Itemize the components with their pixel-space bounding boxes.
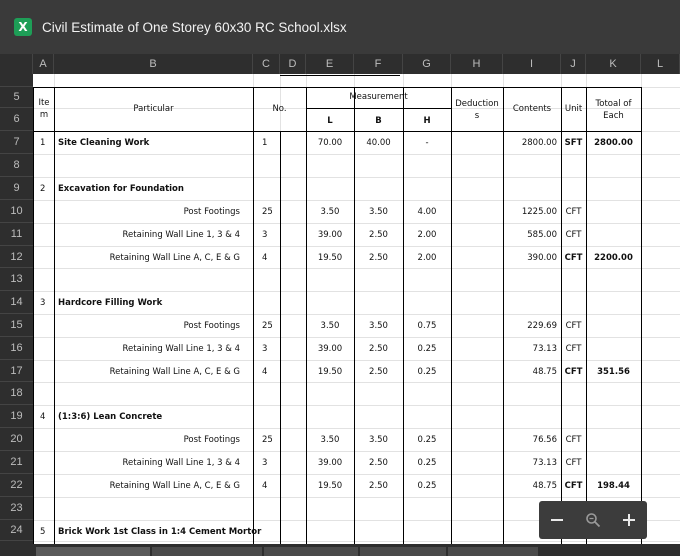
- cell-contents: 73.13: [532, 344, 557, 354]
- cell-h: 0.25: [417, 435, 437, 445]
- header-item: Ite m: [38, 98, 50, 120]
- row-header-19[interactable]: 19: [0, 405, 33, 428]
- particular-sub: Post Footings: [183, 321, 240, 331]
- particular-sub: Retaining Wall Line A, C, E & G: [109, 253, 240, 263]
- particular-sub: Post Footings: [183, 435, 240, 445]
- particular-title: (1:3:6) Lean Concrete: [58, 412, 163, 422]
- row-header-13[interactable]: 13: [0, 268, 33, 291]
- grid-line: [641, 87, 642, 544]
- cell-no: 3: [262, 458, 268, 468]
- cell-no: 4: [262, 367, 268, 377]
- grid-line: [306, 87, 307, 544]
- cell-total: 2800.00: [594, 138, 633, 148]
- cell-b: 2.50: [369, 367, 388, 377]
- cell-l: 39.00: [317, 458, 343, 468]
- grid-line: [54, 87, 55, 544]
- grid-line: [33, 223, 680, 224]
- grid-line: [561, 87, 562, 544]
- cell-b: 3.50: [369, 435, 388, 445]
- cell-total: 351.56: [597, 367, 630, 377]
- cell-l: 19.50: [317, 481, 343, 491]
- cell-unit: CFT: [564, 367, 583, 377]
- cell-unit: CFT: [565, 458, 582, 468]
- grid-line: [354, 87, 355, 544]
- cell-h: 0.25: [417, 458, 437, 468]
- excel-icon: X: [14, 18, 32, 36]
- cell-contents: 73.13: [532, 458, 557, 468]
- cell-h: 4.00: [417, 207, 437, 217]
- zoom-magnifier-icon[interactable]: [580, 507, 606, 533]
- cell-unit: CFT: [565, 207, 582, 217]
- sheet-tab[interactable]: [264, 547, 358, 556]
- cell-contents: 48.75: [532, 481, 557, 491]
- particular-title: Hardcore Filling Work: [58, 298, 163, 308]
- grid-line: [33, 291, 680, 292]
- cell-contents: 76.56: [532, 435, 557, 445]
- grid-line: [33, 246, 680, 247]
- cell-l: 3.50: [320, 321, 340, 331]
- window-title: Civil Estimate of One Storey 60x30 RC School.xlsx: [42, 19, 347, 35]
- cell-no: 1: [262, 138, 268, 148]
- row-header-8[interactable]: 8: [0, 154, 33, 177]
- column-header-c[interactable]: C: [253, 54, 280, 74]
- grid-line: [33, 200, 680, 201]
- column-header-j[interactable]: J: [561, 54, 586, 74]
- header-measurement: Measurement: [349, 92, 408, 102]
- cell-contents: 1225.00: [521, 207, 557, 217]
- row-header-20[interactable]: 20: [0, 428, 33, 451]
- header-b: B: [375, 116, 382, 126]
- grid-line: [586, 87, 587, 544]
- grid-line: [33, 382, 680, 383]
- particular-sub: Retaining Wall Line 1, 3 & 4: [122, 458, 240, 468]
- cell-contents: 229.69: [527, 321, 557, 331]
- grid-line: [280, 131, 281, 544]
- header-l: L: [327, 116, 333, 126]
- header-deductions: Deduction s: [455, 99, 499, 121]
- cell-unit: CFT: [565, 321, 582, 331]
- particular-title: Brick Work 1st Class in 1:4 Cement Mortor: [58, 527, 262, 537]
- cell-no: 25: [262, 435, 273, 445]
- column-header-h[interactable]: H: [451, 54, 503, 74]
- zoom-in-icon[interactable]: [616, 507, 642, 533]
- grid-line: [33, 154, 680, 155]
- cell-h: 0.25: [417, 344, 437, 354]
- grid-line: [306, 108, 451, 109]
- column-header-k[interactable]: K: [586, 54, 641, 74]
- row-header-23[interactable]: 23: [0, 497, 33, 520]
- header-no: No.: [272, 104, 287, 114]
- header-unit: Unit: [564, 104, 583, 114]
- cell-l: 19.50: [317, 367, 343, 377]
- grid-line: [33, 131, 641, 132]
- particular-sub: Retaining Wall Line A, C, E & G: [109, 481, 240, 491]
- row-header-21[interactable]: 21: [0, 451, 33, 474]
- grid-line: [33, 337, 680, 338]
- select-all-corner[interactable]: [0, 54, 33, 74]
- header-total: Totoal of Each: [595, 99, 632, 121]
- item-number: 5: [40, 527, 46, 537]
- cell-b: 40.00: [366, 138, 391, 148]
- cell-no: 4: [262, 253, 268, 263]
- cell-unit: CFT: [564, 253, 583, 263]
- row-header-partial[interactable]: [0, 74, 33, 87]
- row-header-12[interactable]: 12: [0, 246, 33, 268]
- cell-no: 25: [262, 321, 273, 331]
- column-header-b[interactable]: B: [54, 54, 253, 74]
- row-header-24[interactable]: 24: [0, 520, 33, 541]
- sheet-tab[interactable]: [36, 547, 150, 556]
- cell-unit: CFT: [564, 481, 583, 491]
- cell-contents: 390.00: [527, 253, 557, 263]
- cell-b: 2.50: [369, 481, 388, 491]
- cell-unit: SFT: [564, 138, 583, 148]
- spreadsheet-grid[interactable]: [33, 74, 680, 544]
- cell-b: 3.50: [369, 207, 388, 217]
- sheet-tab[interactable]: [360, 547, 446, 556]
- particular-sub: Retaining Wall Line A, C, E & G: [109, 367, 240, 377]
- grid-line: [33, 87, 34, 544]
- grid-line: [33, 451, 680, 452]
- cell-b: 2.50: [369, 344, 388, 354]
- cell-unit: CFT: [565, 344, 582, 354]
- particular-title: Site Cleaning Work: [58, 138, 150, 148]
- cell-no: 3: [262, 344, 268, 354]
- cell-h: 0.75: [417, 321, 437, 331]
- grid-line: [33, 177, 680, 178]
- sheet-tab-bar: [0, 544, 680, 556]
- row-header-7[interactable]: 7: [0, 131, 33, 154]
- grid-line: [33, 360, 680, 361]
- cell-l: 3.50: [320, 207, 340, 217]
- row-header-bar: [0, 74, 33, 544]
- header-particular: Particular: [133, 104, 174, 114]
- cell-b: 3.50: [369, 321, 388, 331]
- column-header-bar: [0, 54, 680, 74]
- grid-line: [33, 474, 680, 475]
- column-header-l[interactable]: L: [641, 54, 680, 74]
- cell-total: 198.44: [597, 481, 630, 491]
- grid-line: [33, 268, 680, 269]
- particular-sub: Retaining Wall Line 1, 3 & 4: [122, 230, 240, 240]
- zoom-controls: [539, 501, 647, 539]
- cell-h: 2.00: [417, 230, 437, 240]
- header-h: H: [423, 116, 431, 126]
- cell-contents: 48.75: [532, 367, 557, 377]
- row-header-6[interactable]: 6: [0, 108, 33, 131]
- row-header-15[interactable]: 15: [0, 314, 33, 337]
- grid-line: [451, 87, 452, 544]
- cell-total: 2200.00: [594, 253, 633, 263]
- item-number: 3: [40, 298, 46, 308]
- row-header-10[interactable]: 10: [0, 200, 33, 223]
- particular-title: Excavation for Foundation: [58, 184, 184, 194]
- grid-line: [33, 405, 680, 406]
- row-header-16[interactable]: 16: [0, 337, 33, 360]
- sheet-tab[interactable]: [448, 547, 538, 556]
- cell-unit: CFT: [565, 435, 582, 445]
- cell-no: 4: [262, 481, 268, 491]
- cell-h: 2.00: [417, 253, 437, 263]
- zoom-out-icon[interactable]: [544, 507, 570, 533]
- row-header-18[interactable]: 18: [0, 382, 33, 405]
- cell-b: 2.50: [369, 230, 388, 240]
- particular-sub: Post Footings: [183, 207, 240, 217]
- cell-h: 0.25: [417, 481, 437, 491]
- sheet-tab[interactable]: [152, 547, 262, 556]
- grid-line: [280, 75, 400, 76]
- row-header-17[interactable]: 17: [0, 360, 33, 382]
- grid-line: [33, 314, 680, 315]
- column-header-g[interactable]: G: [403, 54, 451, 74]
- row-header-14[interactable]: 14: [0, 291, 33, 314]
- row-header-11[interactable]: 11: [0, 223, 33, 246]
- grid-line: [33, 428, 680, 429]
- cell-contents: 2800.00: [521, 138, 557, 148]
- title-bar: [0, 0, 680, 54]
- item-number: 4: [40, 412, 46, 422]
- row-header-22[interactable]: 22: [0, 474, 33, 497]
- cell-l: 39.00: [317, 344, 343, 354]
- column-header-f[interactable]: F: [354, 54, 403, 74]
- column-header-e[interactable]: E: [306, 54, 354, 74]
- cell-h: -: [425, 138, 429, 148]
- grid-line: [33, 497, 680, 498]
- row-header-9[interactable]: 9: [0, 177, 33, 200]
- grid-line: [33, 541, 680, 542]
- cell-contents: 585.00: [527, 230, 557, 240]
- cell-no: 3: [262, 230, 268, 240]
- header-contents: Contents: [512, 104, 552, 114]
- cell-l: 19.50: [317, 253, 343, 263]
- item-number: 2: [40, 184, 46, 194]
- row-header-5[interactable]: 5: [0, 87, 33, 108]
- cell-b: 2.50: [369, 458, 388, 468]
- column-header-a[interactable]: A: [33, 54, 54, 74]
- cell-unit: CFT: [565, 230, 582, 240]
- cell-l: 70.00: [317, 138, 343, 148]
- cell-l: 39.00: [317, 230, 343, 240]
- grid-line: [403, 87, 404, 544]
- item-number: 1: [40, 138, 46, 148]
- cell-b: 2.50: [369, 253, 388, 263]
- column-header-i[interactable]: I: [503, 54, 561, 74]
- grid-line: [253, 87, 254, 544]
- cell-l: 3.50: [320, 435, 340, 445]
- column-header-d[interactable]: D: [280, 54, 306, 74]
- grid-line: [503, 87, 504, 544]
- grid-line: [33, 87, 641, 88]
- cell-no: 25: [262, 207, 273, 217]
- cell-h: 0.25: [417, 367, 437, 377]
- particular-sub: Retaining Wall Line 1, 3 & 4: [122, 344, 240, 354]
